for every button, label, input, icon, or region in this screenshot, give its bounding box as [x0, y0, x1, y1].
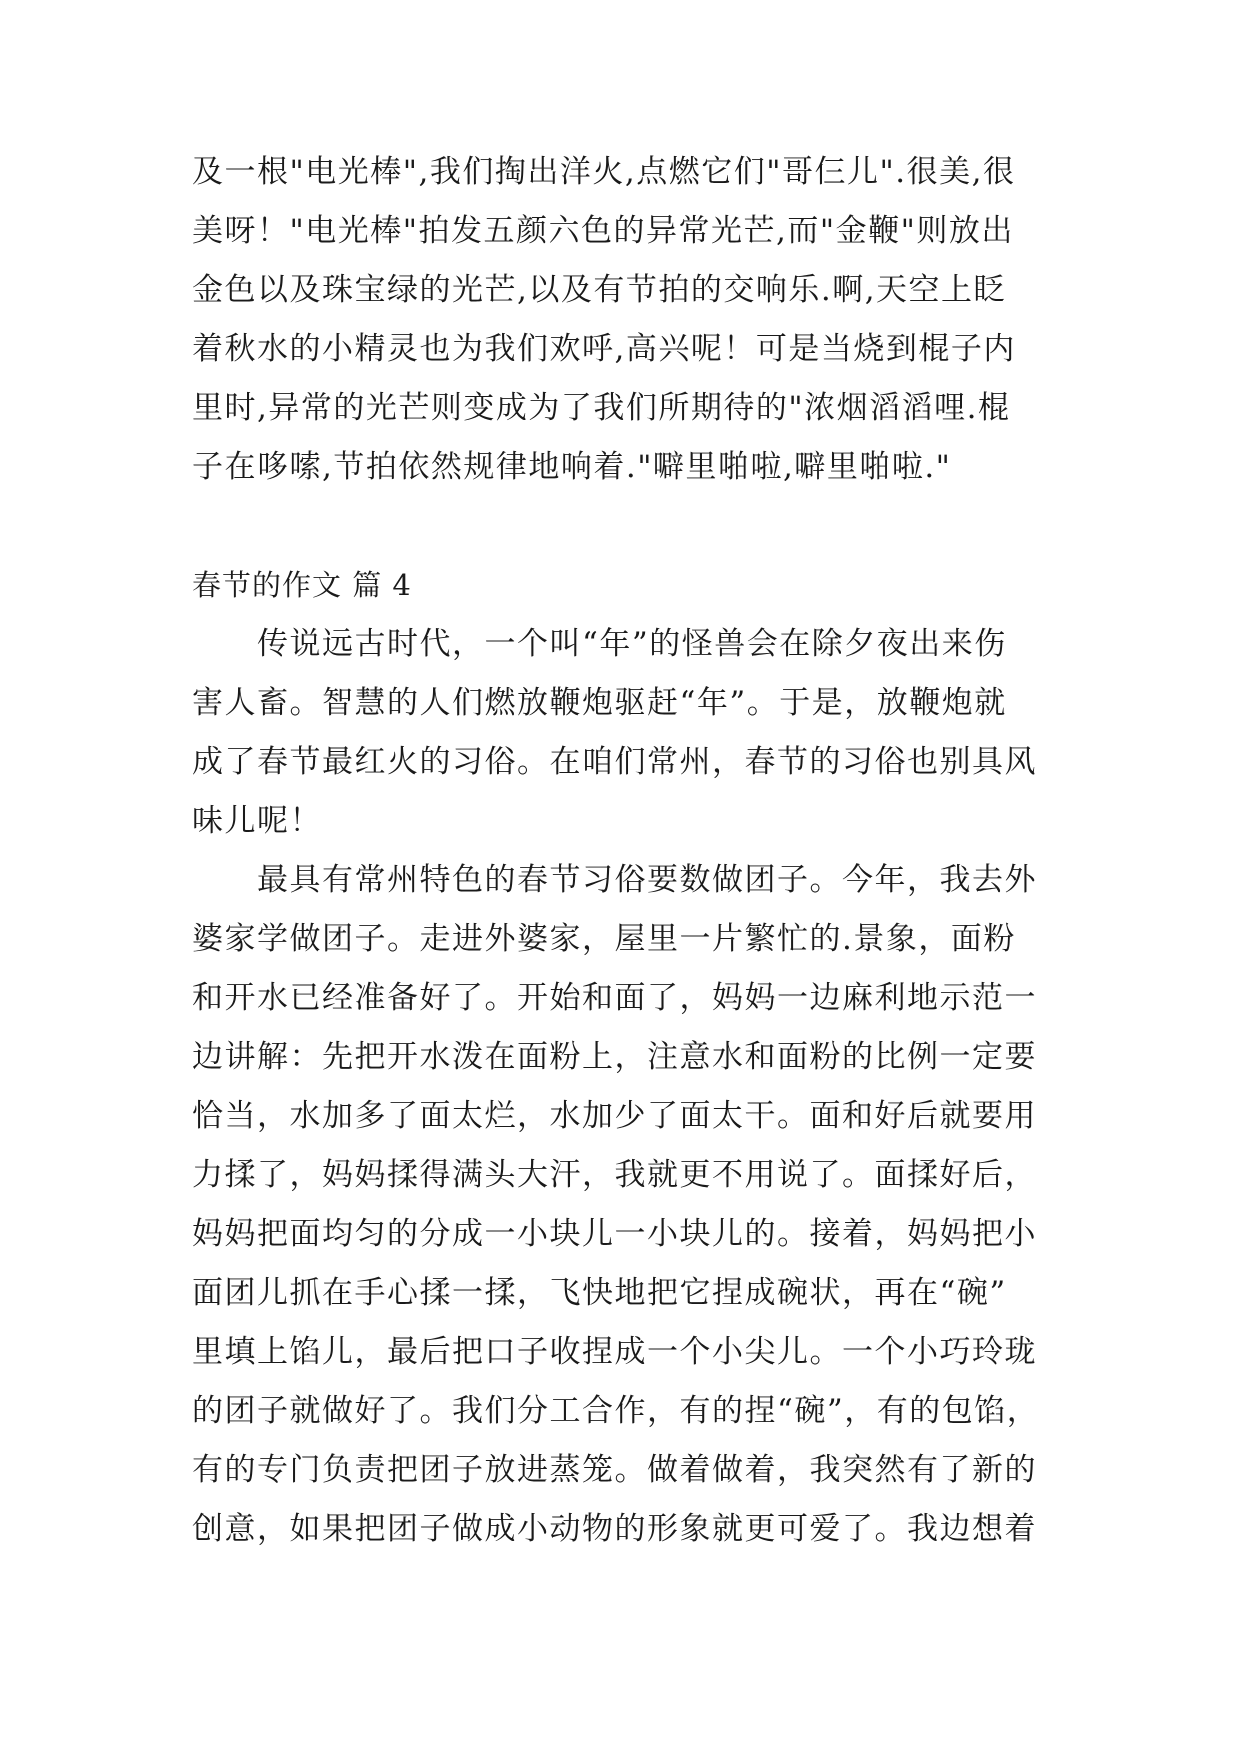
text-line: 味儿呢！ [192, 803, 322, 839]
section-title: 春节的作文 篇 4 [192, 568, 412, 602]
text-line: 及一根"电光棒",我们掏出洋火,点燃它们"哥仨儿".很美,很 [192, 154, 1016, 190]
text-line: 有的专门负责把团子放进蒸笼。做着做着，我突然有了新的 [192, 1452, 1037, 1488]
text-line: 里时,异常的光芒则变成为了我们所期待的"浓烟滔滔哩.棍 [192, 390, 1011, 426]
text-line: 恰当，水加多了面太烂，水加少了面太干。面和好后就要用 [192, 1098, 1037, 1134]
text-line: 妈妈把面均匀的分成一小块儿一小块儿的。接着，妈妈把小 [192, 1216, 1037, 1252]
text-line: 面团儿抓在手心揉一揉，飞快地把它捏成碗状，再在“碗” [192, 1275, 1007, 1311]
text-line: 子在哆嗦,节拍依然规律地响着."噼里啪啦,噼里啪啦." [192, 449, 952, 485]
text-line: 金色以及珠宝绿的光芒,以及有节拍的交响乐.啊,天空上眨 [192, 272, 1007, 308]
text-line: 的团子就做好了。我们分工合作，有的捏“碗”，有的包馅， [192, 1393, 1040, 1429]
text-line: 里填上馅儿，最后把口子收捏成一个小尖儿。一个小巧玲珑 [192, 1334, 1037, 1370]
text-line: 边讲解：先把开水泼在面粉上，注意水和面粉的比例一定要 [192, 1039, 1037, 1075]
text-line: 成了春节最红火的习俗。在咱们常州，春节的习俗也别具风 [192, 744, 1037, 780]
text-line: 传说远古时代，一个叫“年”的怪兽会在除夕夜出来伤 [192, 626, 1007, 662]
text-line: 害人畜。智慧的人们燃放鞭炮驱赶“年”。于是，放鞭炮就 [192, 685, 1007, 721]
text-line: 婆家学做团子。走进外婆家，屋里一片繁忙的.景象，面粉 [192, 921, 1016, 957]
text-line: 力揉了，妈妈揉得满头大汗，我就更不用说了。面揉好后， [192, 1157, 1037, 1193]
text-line: 和开水已经准备好了。开始和面了，妈妈一边麻利地示范一 [192, 980, 1037, 1016]
text-line: 美呀！"电光棒"拍发五颜六色的异常光芒,而"金鞭"则放出 [192, 213, 1014, 249]
text-line: 最具有常州特色的春节习俗要数做团子。今年，我去外 [192, 862, 1037, 898]
text-line: 创意，如果把团子做成小动物的形象就更可爱了。我边想着 [192, 1511, 1037, 1547]
text-line: 着秋水的小精灵也为我们欢呼,高兴呢！可是当烧到棍子内 [192, 331, 1016, 367]
